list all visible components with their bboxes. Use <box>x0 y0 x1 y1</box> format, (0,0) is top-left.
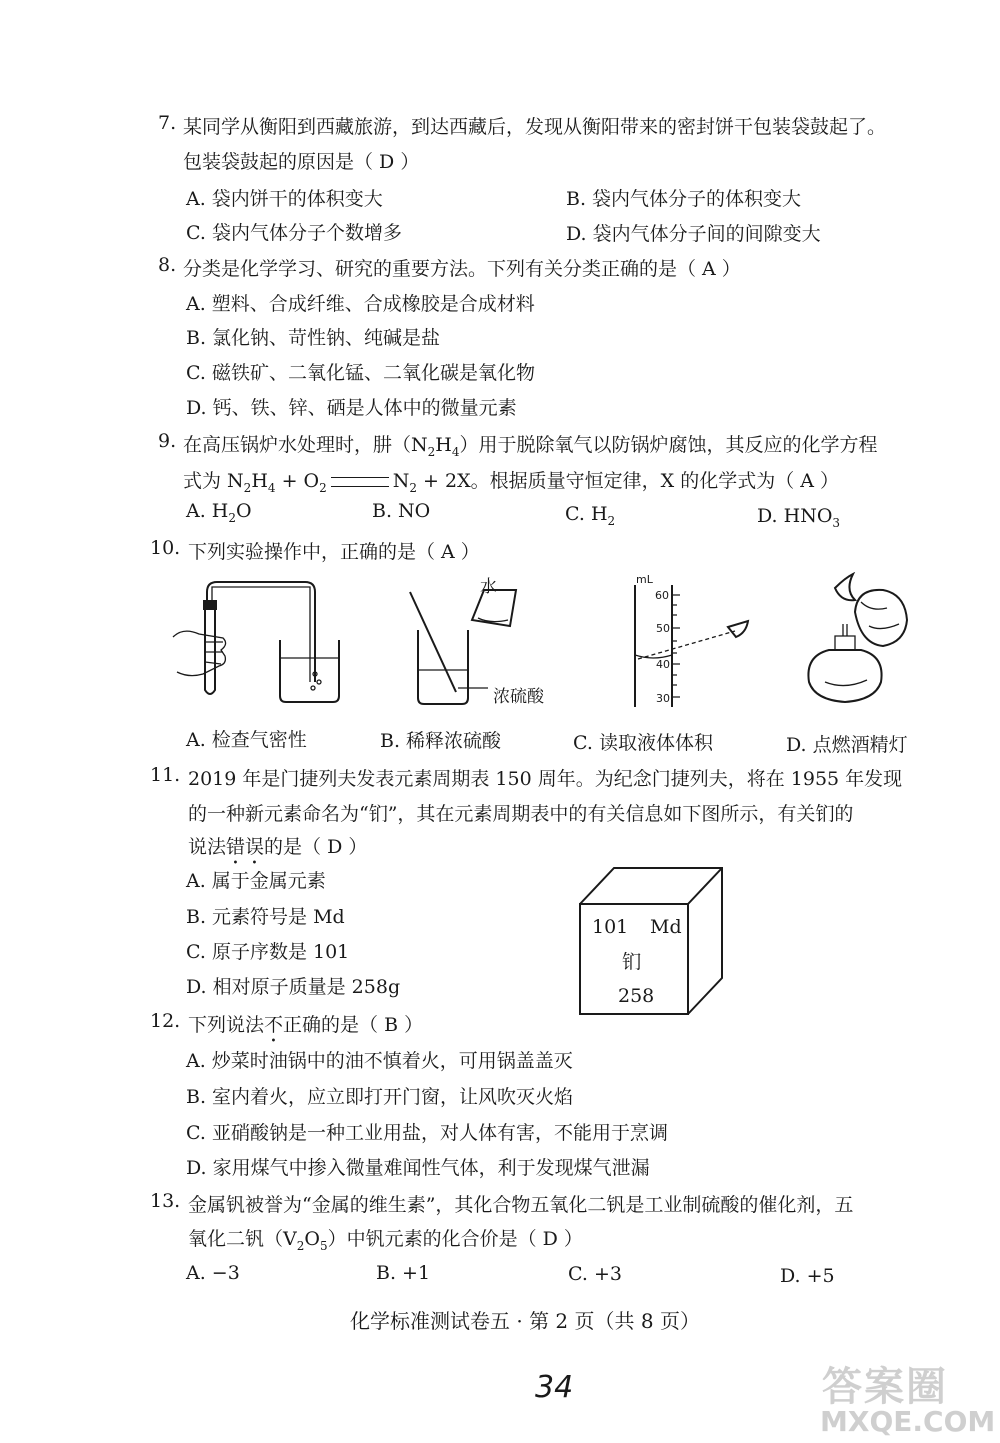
q8-stem: 分类是化学学习、研究的重要方法。下列有关分类正确的是（ A ） <box>183 258 741 280</box>
q12-option-a: A. 炒菜时油锅中的油不慎着火，可用锅盖盖灭 <box>186 1050 573 1072</box>
q9-option-c: C. $H_2$ <box>565 503 616 528</box>
element-name: 钔 <box>622 951 642 973</box>
q13-stem-line1: 金属钒被誉为“金属的维生素”，其化合物五氧化二钒是工业制硫酸的催化剂，五 <box>188 1194 854 1216</box>
q11-stem-line2: 的一种新元素命名为“钔”，其在元素周期表中的有关信息如下图所示，有关钔的 <box>188 803 854 825</box>
q9-number: 9. <box>158 430 177 452</box>
q13-stem-line2: 氧化二钒$(V_2O_5)$中钒元素的化合价是（ D ） <box>188 1228 583 1253</box>
q8-option-d: D. 钙、铁、锌、硒是人体中的微量元素 <box>186 397 517 419</box>
q10-option-b: B. 稀释浓硫酸 <box>380 730 502 752</box>
q11-option-b: B. 元素符号是 Md <box>186 906 345 928</box>
figure-light-lamp <box>795 572 925 714</box>
q13-option-a: A. −3 <box>186 1262 240 1284</box>
q11-option-d: D. 相对原子质量是 258g <box>186 976 401 998</box>
label-ml: mL <box>636 573 653 586</box>
q7-option-c: C. 袋内气体分子个数增多 <box>186 222 402 244</box>
element-mass: 258 <box>618 985 655 1007</box>
page-footer: 化学标准测试卷五 · 第 2 页（共 8 页） <box>350 1309 700 1333</box>
q7-number: 7. <box>158 112 177 134</box>
q10-stem: 下列实验操作中，正确的是（ A ） <box>188 541 480 563</box>
element-symbol: Md <box>650 916 682 938</box>
q11-option-a: A. 属于金属元素 <box>186 870 326 892</box>
q10-option-a: A. 检查气密性 <box>186 729 307 751</box>
q13-number: 13. <box>150 1190 181 1212</box>
tick-50: 50 <box>656 622 670 635</box>
q9-stem-line1: 在高压锅炉水处理时，肼$(N_2H_4)$用于脱除氧气以防锅炉腐蚀，其反应的化学方程 <box>183 434 878 459</box>
q12-option-c: C. 亚硝酸钠是一种工业用盐，对人体有害，不能用于烹调 <box>186 1122 668 1144</box>
label-water: 水 <box>480 577 497 597</box>
tick-30: 30 <box>656 692 670 705</box>
q8-option-b: B. 氯化钠、苛性钠、纯碱是盐 <box>186 327 441 349</box>
watermark-logo: 答案圈 <box>822 1364 948 1410</box>
q10-option-d: D. 点燃酒精灯 <box>786 734 908 756</box>
q8-number: 8. <box>158 254 177 276</box>
q13-option-b: B. +1 <box>376 1262 431 1284</box>
figure-airtightness-check <box>165 572 345 712</box>
equals-sign <box>331 477 389 487</box>
q9-option-a: A. $H_2O$ <box>186 500 252 525</box>
q9-equation-line: 式为 $N_2H_4 + O_2$ $N_2 + 2X$。根据质量守恒定律，X 的化学式为（ A ） <box>183 470 839 495</box>
q11-number: 11. <box>150 764 181 786</box>
q11-option-c: C. 原子序数是 101 <box>186 941 350 963</box>
q9-option-d: D. $HNO_3$ <box>757 505 841 530</box>
emphasis-not: 不 <box>264 1014 284 1036</box>
element-atomic-number: 101 <box>592 916 629 938</box>
q7-option-a: A. 袋内饼干的体积变大 <box>186 188 383 210</box>
handwritten-page-number: 34 <box>535 1370 574 1405</box>
q9-option-b: B. NO <box>372 500 431 522</box>
q12-option-b: B. 室内着火，应立即打开门窗，让风吹灭火焰 <box>186 1086 574 1108</box>
tick-40: 40 <box>656 658 670 671</box>
q12-number: 12. <box>150 1010 181 1032</box>
q11-stem-line3: 说法错误的是（ D ） <box>188 836 368 858</box>
q13-option-d: D. +5 <box>780 1265 835 1287</box>
figure-read-volume <box>620 575 770 715</box>
q10-number: 10. <box>150 537 181 559</box>
q12-option-d: D. 家用煤气中掺入微量难闻性气体，利于发现煤气泄漏 <box>186 1157 650 1179</box>
q7-stem-line2: 包装袋鼓起的原因是（ D ） <box>183 151 420 173</box>
tick-60: 60 <box>655 589 669 602</box>
q7-option-b: B. 袋内气体分子的体积变大 <box>566 188 802 210</box>
q13-option-c: C. +3 <box>568 1263 622 1285</box>
emphasis-wrong: 错误 <box>226 836 265 858</box>
q11-stem-line1: 2019 年是门捷列夫发表元素周期表 150 周年。为纪念门捷列夫，将在 1955 年发现 <box>188 768 903 790</box>
q7-option-d: D. 袋内气体分子间的间隙变大 <box>566 223 821 245</box>
q10-option-c: C. 读取液体体积 <box>573 732 713 754</box>
q8-option-c: C. 磁铁矿、二氧化锰、二氧化碳是氧化物 <box>186 362 535 384</box>
q12-stem: 下列说法不正确的是（ B ） <box>188 1014 424 1036</box>
watermark-url: MXQE.COM <box>820 1405 996 1438</box>
q8-option-a: A. 塑料、合成纤维、合成橡胶是合成材料 <box>186 293 535 315</box>
q7-stem-line1: 某同学从衡阳到西藏旅游，到达西藏后，发现从衡阳带来的密封饼干包装袋鼓起了。 <box>183 116 887 138</box>
label-conc-sulfuric-acid: 浓硫酸 <box>493 687 544 707</box>
